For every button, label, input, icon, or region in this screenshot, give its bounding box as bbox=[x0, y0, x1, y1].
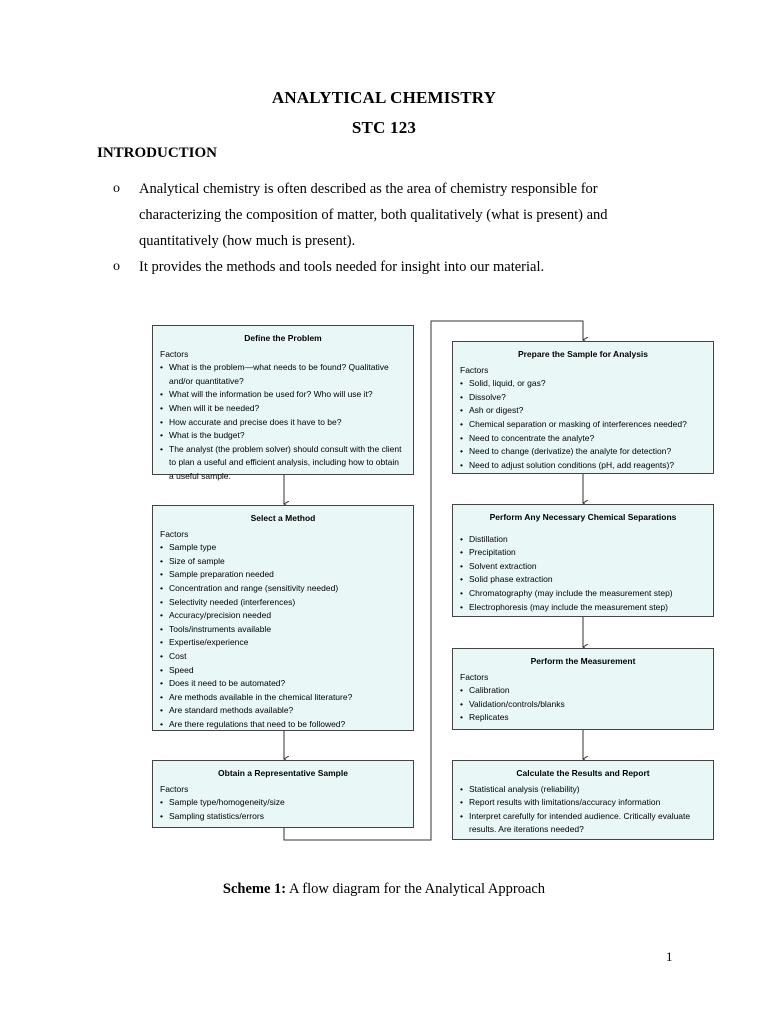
factor-item: • Are methods available in the chemical literature? bbox=[160, 691, 406, 705]
factor-item: • Cost bbox=[160, 650, 406, 664]
box-prepare-sample bbox=[452, 341, 714, 474]
figure-caption bbox=[0, 881, 768, 898]
box-title: Perform Any Necessary Chemical Separations bbox=[489, 512, 677, 522]
factor-item: • How accurate and precise does it have to be? bbox=[160, 416, 406, 430]
factor-item: • Solid, liquid, or gas? bbox=[460, 377, 706, 391]
section-heading: INTRODUCTION bbox=[97, 145, 218, 161]
factor-item: • What is the problem—what needs to be found? Qualitative and/or quantitative? bbox=[160, 361, 406, 388]
factor-item: • Solvent extraction bbox=[460, 560, 706, 574]
factor-item: • Concentration and range (sensitivity needed) bbox=[160, 582, 406, 596]
factor-list bbox=[160, 361, 406, 483]
box-title: Perform the Measurement bbox=[530, 656, 636, 666]
box-title: Calculate the Results and Report bbox=[516, 768, 650, 778]
factor-item: • Tools/instruments available bbox=[160, 623, 406, 637]
factor-item: • When will it be needed? bbox=[160, 402, 406, 416]
intro-bullet-text: Analytical chemistry is often described as the area of chemistry responsible for characterizing the composition of matter, both qualitatively (what is present) and quantitatively (how much is present). bbox=[139, 181, 608, 249]
factors-label: Factors bbox=[460, 364, 489, 375]
factor-item: • Selectivity needed (interferences) bbox=[160, 596, 406, 610]
factor-list bbox=[460, 377, 706, 472]
caption-label: Scheme 1: bbox=[222, 881, 287, 897]
box-perform-measurement bbox=[452, 648, 714, 730]
factors-label: Factors bbox=[460, 671, 489, 682]
box-title: Define the Problem bbox=[244, 333, 322, 343]
factor-item: • Dissolve? bbox=[460, 391, 706, 405]
box-title: Prepare the Sample for Analysis bbox=[517, 349, 649, 359]
factor-list bbox=[160, 796, 406, 823]
factor-item: • Speed bbox=[160, 664, 406, 678]
factor-item: • Interpret carefully for intended audience. Critically evaluate results. Are iterations needed? bbox=[460, 810, 706, 837]
factor-item: • Chromatography (may include the measurement step) bbox=[460, 587, 706, 601]
factor-item: • Distillation bbox=[460, 533, 706, 547]
factor-item: • Calibration bbox=[460, 684, 706, 698]
factor-item: • Sample preparation needed bbox=[160, 568, 406, 582]
bullet-marker: o bbox=[113, 181, 120, 196]
factor-item: • Ash or digest? bbox=[460, 404, 706, 418]
factor-item: • Report results with limitations/accuracy information bbox=[460, 796, 706, 810]
box-chemical-separations bbox=[452, 504, 714, 617]
factor-list bbox=[160, 541, 406, 731]
box-select-a-method bbox=[152, 505, 414, 731]
factor-item: • Sampling statistics/errors bbox=[160, 810, 406, 824]
intro-bullet-text: It provides the methods and tools needed for insight into our material. bbox=[139, 259, 545, 275]
box-define-the-problem bbox=[152, 325, 414, 481]
box-title: Select a Method bbox=[250, 513, 316, 523]
box-obtain-representative-sample bbox=[152, 760, 414, 828]
factor-item: • Chemical separation or masking of interferences needed? bbox=[460, 418, 706, 432]
factor-item: • Are standard methods available? bbox=[160, 704, 406, 718]
page-number: 1 bbox=[666, 949, 673, 964]
factor-item: • The analyst (the problem solver) should consult with the client to plan a useful and efficient analysis, including how to obtain a useful sample. bbox=[160, 443, 406, 484]
factors-label: Factors bbox=[160, 348, 189, 359]
document-title: ANALYTICAL CHEMISTRY bbox=[271, 88, 497, 107]
factor-item: • Accuracy/precision needed bbox=[160, 609, 406, 623]
factor-item: • What is the budget? bbox=[160, 429, 406, 443]
factor-item: • Expertise/experience bbox=[160, 636, 406, 650]
factor-item: • Electrophoresis (may include the measurement step) bbox=[460, 601, 706, 615]
caption-text: A flow diagram for the Analytical Approach bbox=[286, 881, 546, 897]
factor-item: • Need to change (derivatize) the analyte for detection? bbox=[460, 445, 706, 459]
factor-item: • Need to adjust solution conditions (pH, add reagents)? bbox=[460, 459, 706, 473]
factors-label: Factors bbox=[160, 783, 189, 794]
factor-item: • Need to concentrate the analyte? bbox=[460, 432, 706, 446]
factor-item: • What will the information be used for? Who will use it? bbox=[160, 388, 406, 402]
factor-item: • Size of sample bbox=[160, 555, 406, 569]
factor-list bbox=[460, 533, 706, 615]
course-code: STC 123 bbox=[351, 118, 417, 137]
factor-item: • Sample type/homogeneity/size bbox=[160, 796, 406, 810]
bullet-marker: o bbox=[113, 259, 120, 274]
factor-item: • Statistical analysis (reliability) bbox=[460, 783, 706, 797]
box-calculate-results bbox=[452, 760, 714, 840]
factor-item: • Replicates bbox=[460, 711, 706, 725]
box-title: Obtain a Representative Sample bbox=[218, 768, 348, 778]
factor-list bbox=[460, 684, 706, 725]
factor-item: • Sample type bbox=[160, 541, 406, 555]
factors-label: Factors bbox=[160, 528, 189, 539]
factor-list bbox=[460, 783, 706, 837]
factor-item: • Solid phase extraction bbox=[460, 573, 706, 587]
factor-item: • Are there regulations that need to be followed? bbox=[160, 718, 406, 732]
factor-item: • Precipitation bbox=[460, 546, 706, 560]
factor-item: • Validation/controls/blanks bbox=[460, 698, 706, 712]
factor-item: • Does it need to be automated? bbox=[160, 677, 406, 691]
